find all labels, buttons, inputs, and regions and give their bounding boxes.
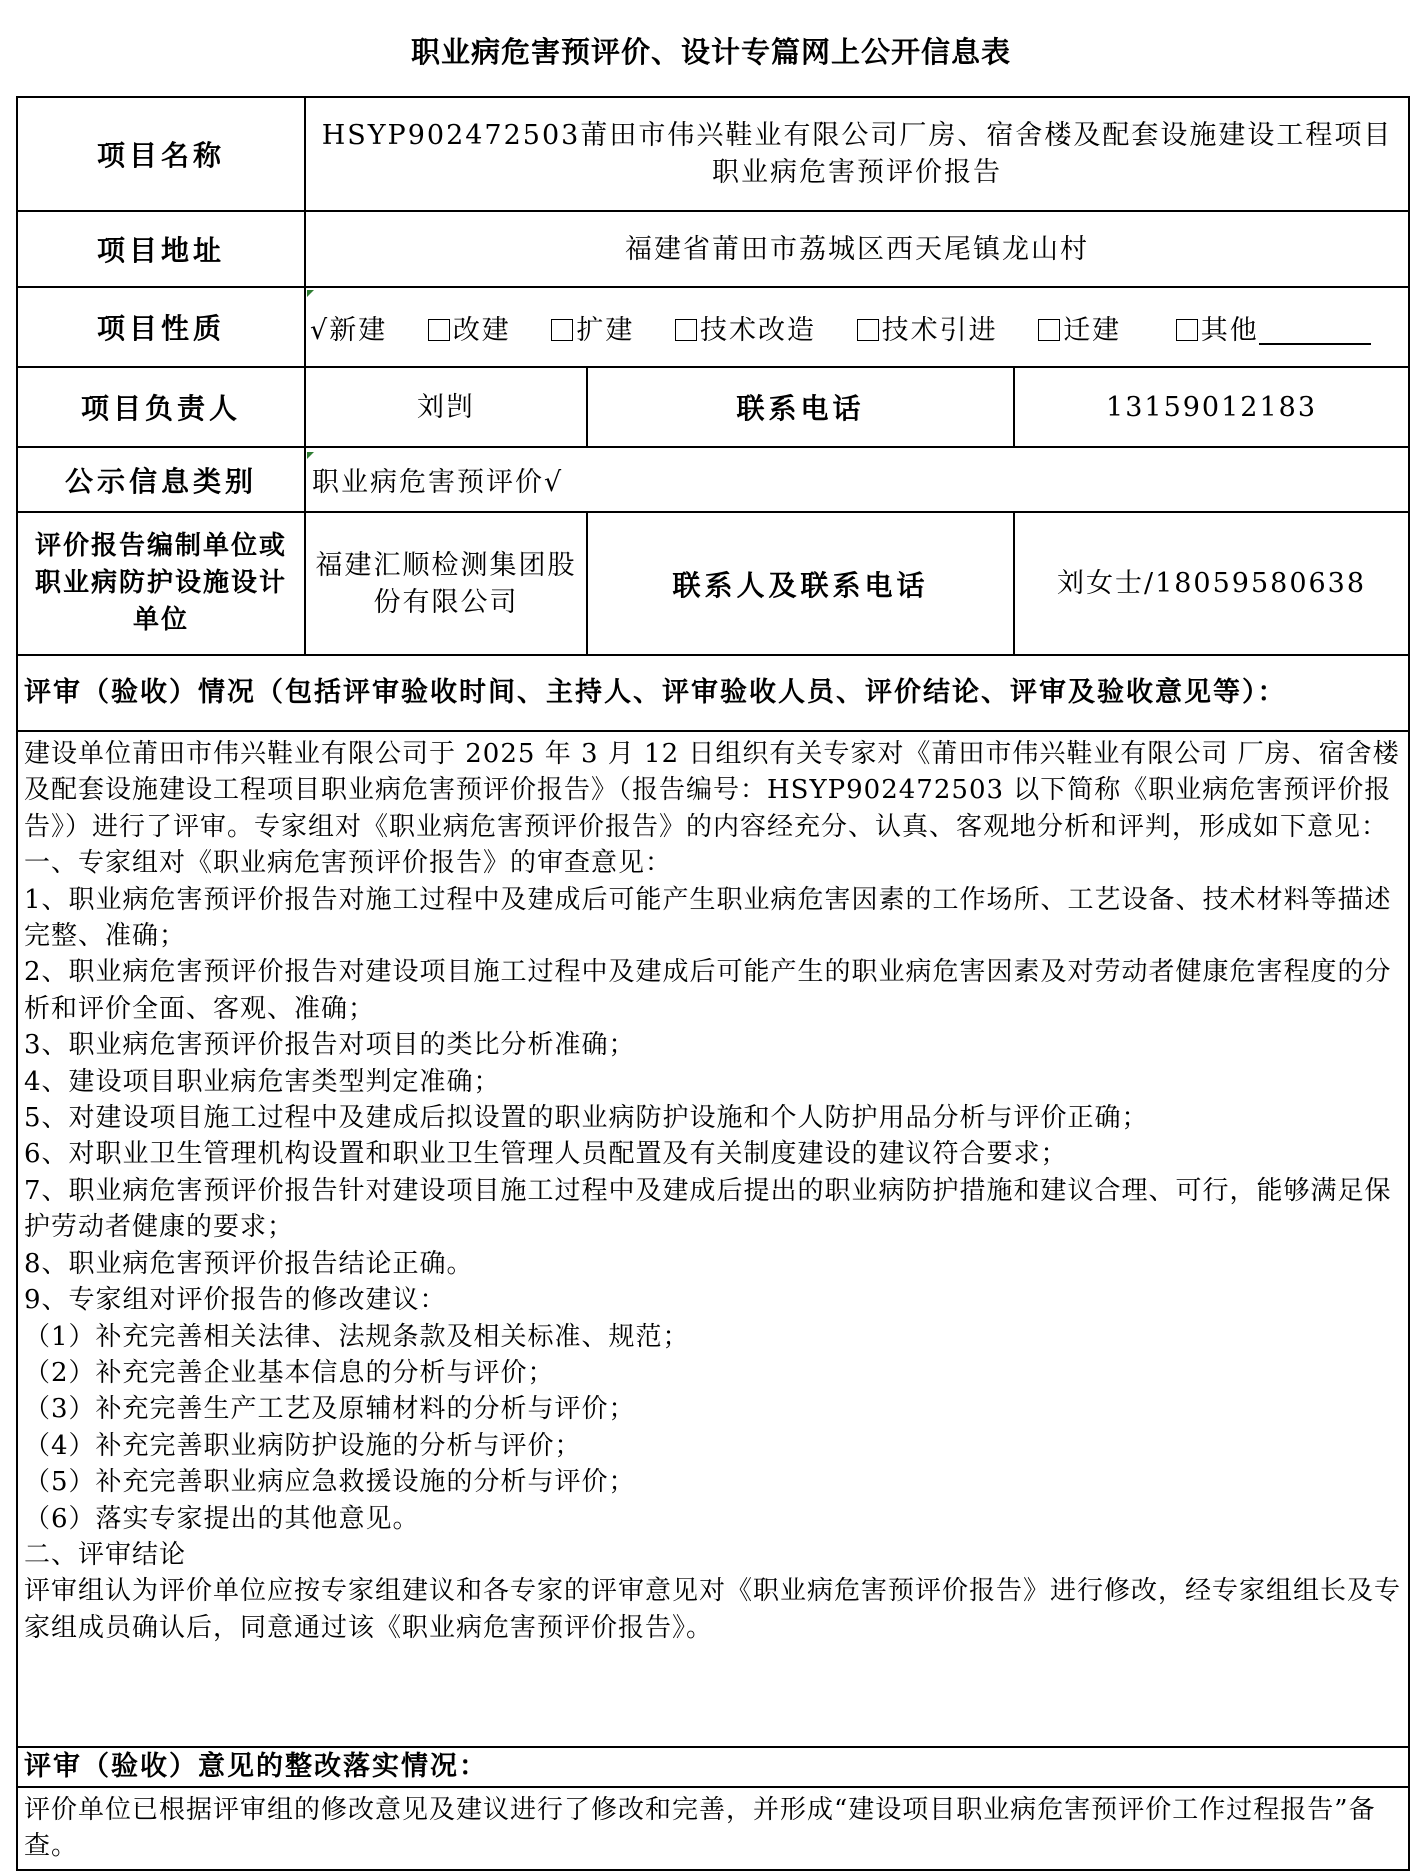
phone-value: 13159012183 <box>1014 367 1409 447</box>
row-report-unit <box>17 512 1409 655</box>
checkbox-icon <box>428 319 450 341</box>
row-project-address <box>17 211 1409 287</box>
review-line: （3）补充完善生产工艺及原辅材料的分析与评价； <box>24 1394 636 1425</box>
option-expand[interactable]: 扩建 <box>551 315 634 346</box>
review-line: 评审组认为评价单位应按专家组建议和各专家的评审意见对《职业病危害预评价报告》进行修改，经专家组组长及专家组成员确认后，同意通过该《职业病危害预评价报告》。 <box>24 1576 1402 1643</box>
review-line: 一、专家组对《职业病危害预评价报告》的审查意见： <box>24 848 673 879</box>
row-project-nature <box>17 287 1409 367</box>
rectification-body: 评价单位已根据评审组的修改意见及建议进行了修改和完善，并形成“建设项目职业病危害预评价工作过程报告”备查。 <box>17 1787 1409 1870</box>
project-address-label: 项目地址 <box>17 211 305 287</box>
project-address-value: 福建省莆田市荔城区西天尾镇龙山村 <box>305 211 1409 287</box>
project-leader-label: 项目负责人 <box>17 367 305 447</box>
row-info-category <box>17 447 1409 512</box>
row-rectification-body <box>17 1787 1409 1870</box>
row-review-body <box>17 731 1409 1747</box>
option-tech-renovation[interactable]: 技术改造 <box>675 315 816 346</box>
row-review-header <box>17 655 1409 731</box>
review-line: 建设单位莆田市伟兴鞋业有限公司于 2025 年 3 月 12 日组织有关专家对《莆田市伟兴鞋业有限公司 厂房、宿舍楼及配套设施建设工程项目职业病危害预评价报告》（报告编号：HSYP902472503 以下简称《职业病危害预评价报告》）进行了评审。专家组对《职业病危害预评价报告》的内容经充分、认真、客观地分析和评判，形成如下意见： <box>24 739 1400 842</box>
review-line: 5、对建设项目施工过程中及建成后拟设置的职业病防护设施和个人防护用品分析与评价正确； <box>24 1103 1149 1134</box>
project-name-label: 项目名称 <box>17 97 305 211</box>
review-line: （5）补充完善职业病应急救援设施的分析与评价； <box>24 1467 636 1498</box>
project-nature-options <box>305 287 1409 367</box>
info-category-value: 职业病危害预评价√ <box>305 447 1409 512</box>
review-line: 8、职业病危害预评价报告结论正确。 <box>24 1248 474 1279</box>
checkbox-icon <box>1038 319 1060 341</box>
option-new[interactable]: √新建 <box>310 314 388 346</box>
option-tech-introduction[interactable]: 技术引进 <box>857 315 998 346</box>
review-line: 二、评审结论 <box>24 1539 187 1570</box>
project-nature-label: 项目性质 <box>17 287 305 367</box>
rectification-header: 评审（验收）意见的整改落实情况： <box>17 1747 1409 1787</box>
info-category-label: 公示信息类别 <box>17 447 305 512</box>
option-rebuild[interactable]: 改建 <box>428 315 511 346</box>
row-project-leader <box>17 367 1409 447</box>
cell-marker-icon <box>307 290 314 297</box>
checkmark-icon: √ <box>310 314 330 346</box>
phone-label: 联系电话 <box>587 367 1014 447</box>
checkbox-icon <box>1176 319 1198 341</box>
option-other[interactable]: 其他 <box>1176 315 1371 346</box>
contact-value: 刘女士/18059580638 <box>1014 512 1409 655</box>
row-project-name <box>17 97 1409 211</box>
contact-label: 联系人及联系电话 <box>587 512 1014 655</box>
review-line: 4、建设项目职业病危害类型判定准确； <box>24 1066 501 1097</box>
review-line: 7、职业病危害预评价报告针对建设项目施工过程中及建成后提出的职业病防护措施和建议合理、可行，能够满足保护劳动者健康的要求； <box>24 1175 1392 1243</box>
checkbox-icon <box>675 319 697 341</box>
info-table <box>16 96 1410 1871</box>
review-line: （4）补充完善职业病防护设施的分析与评价； <box>24 1430 582 1461</box>
review-line: 3、职业病危害预评价报告对项目的类比分析准确； <box>24 1030 636 1061</box>
review-line: 2、职业病危害预评价报告对建设项目施工过程中及建成后可能产生的职业病危害因素及对劳动者健康危害程度的分析和评价全面、客观、准确； <box>24 957 1392 1024</box>
project-leader-value: 刘剀 <box>305 367 587 447</box>
report-unit-value: 福建汇顺检测集团股份有限公司 <box>305 512 587 655</box>
checkbox-icon <box>551 319 573 341</box>
review-line: （1）补充完善相关法律、法规条款及相关标准、规范； <box>24 1321 690 1352</box>
row-rectification-header <box>17 1747 1409 1787</box>
review-body <box>17 731 1409 1747</box>
review-header: 评审（验收）情况（包括评审验收时间、主持人、评审验收人员、评价结论、评审及验收意见等）： <box>17 655 1409 731</box>
review-line: 1、职业病危害预评价报告对施工过程中及建成后可能产生职业病危害因素的工作场所、工艺设备、技术材料等描述完整、准确； <box>24 884 1392 952</box>
option-relocation[interactable]: 迁建 <box>1038 315 1121 346</box>
other-blank-line <box>1259 343 1371 345</box>
cell-marker-icon <box>307 452 314 459</box>
review-line: 9、专家组对评价报告的修改建议： <box>24 1285 447 1316</box>
review-line: 6、对职业卫生管理机构设置和职业卫生管理人员配置及有关制度建设的建议符合要求； <box>24 1139 1068 1170</box>
checkbox-icon <box>857 319 879 341</box>
review-line: （2）补充完善企业基本信息的分析与评价； <box>24 1357 555 1388</box>
review-line: （6）落实专家提出的其他意见。 <box>24 1503 420 1534</box>
project-name-value: HSYP902472503莆田市伟兴鞋业有限公司厂房、宿舍楼及配套设施建设工程项目职业病危害预评价报告 <box>305 97 1409 211</box>
report-unit-label: 评价报告编制单位或职业病防护设施设计单位 <box>17 512 305 655</box>
page-title: 职业病危害预评价、设计专篇网上公开信息表 <box>410 35 1011 69</box>
